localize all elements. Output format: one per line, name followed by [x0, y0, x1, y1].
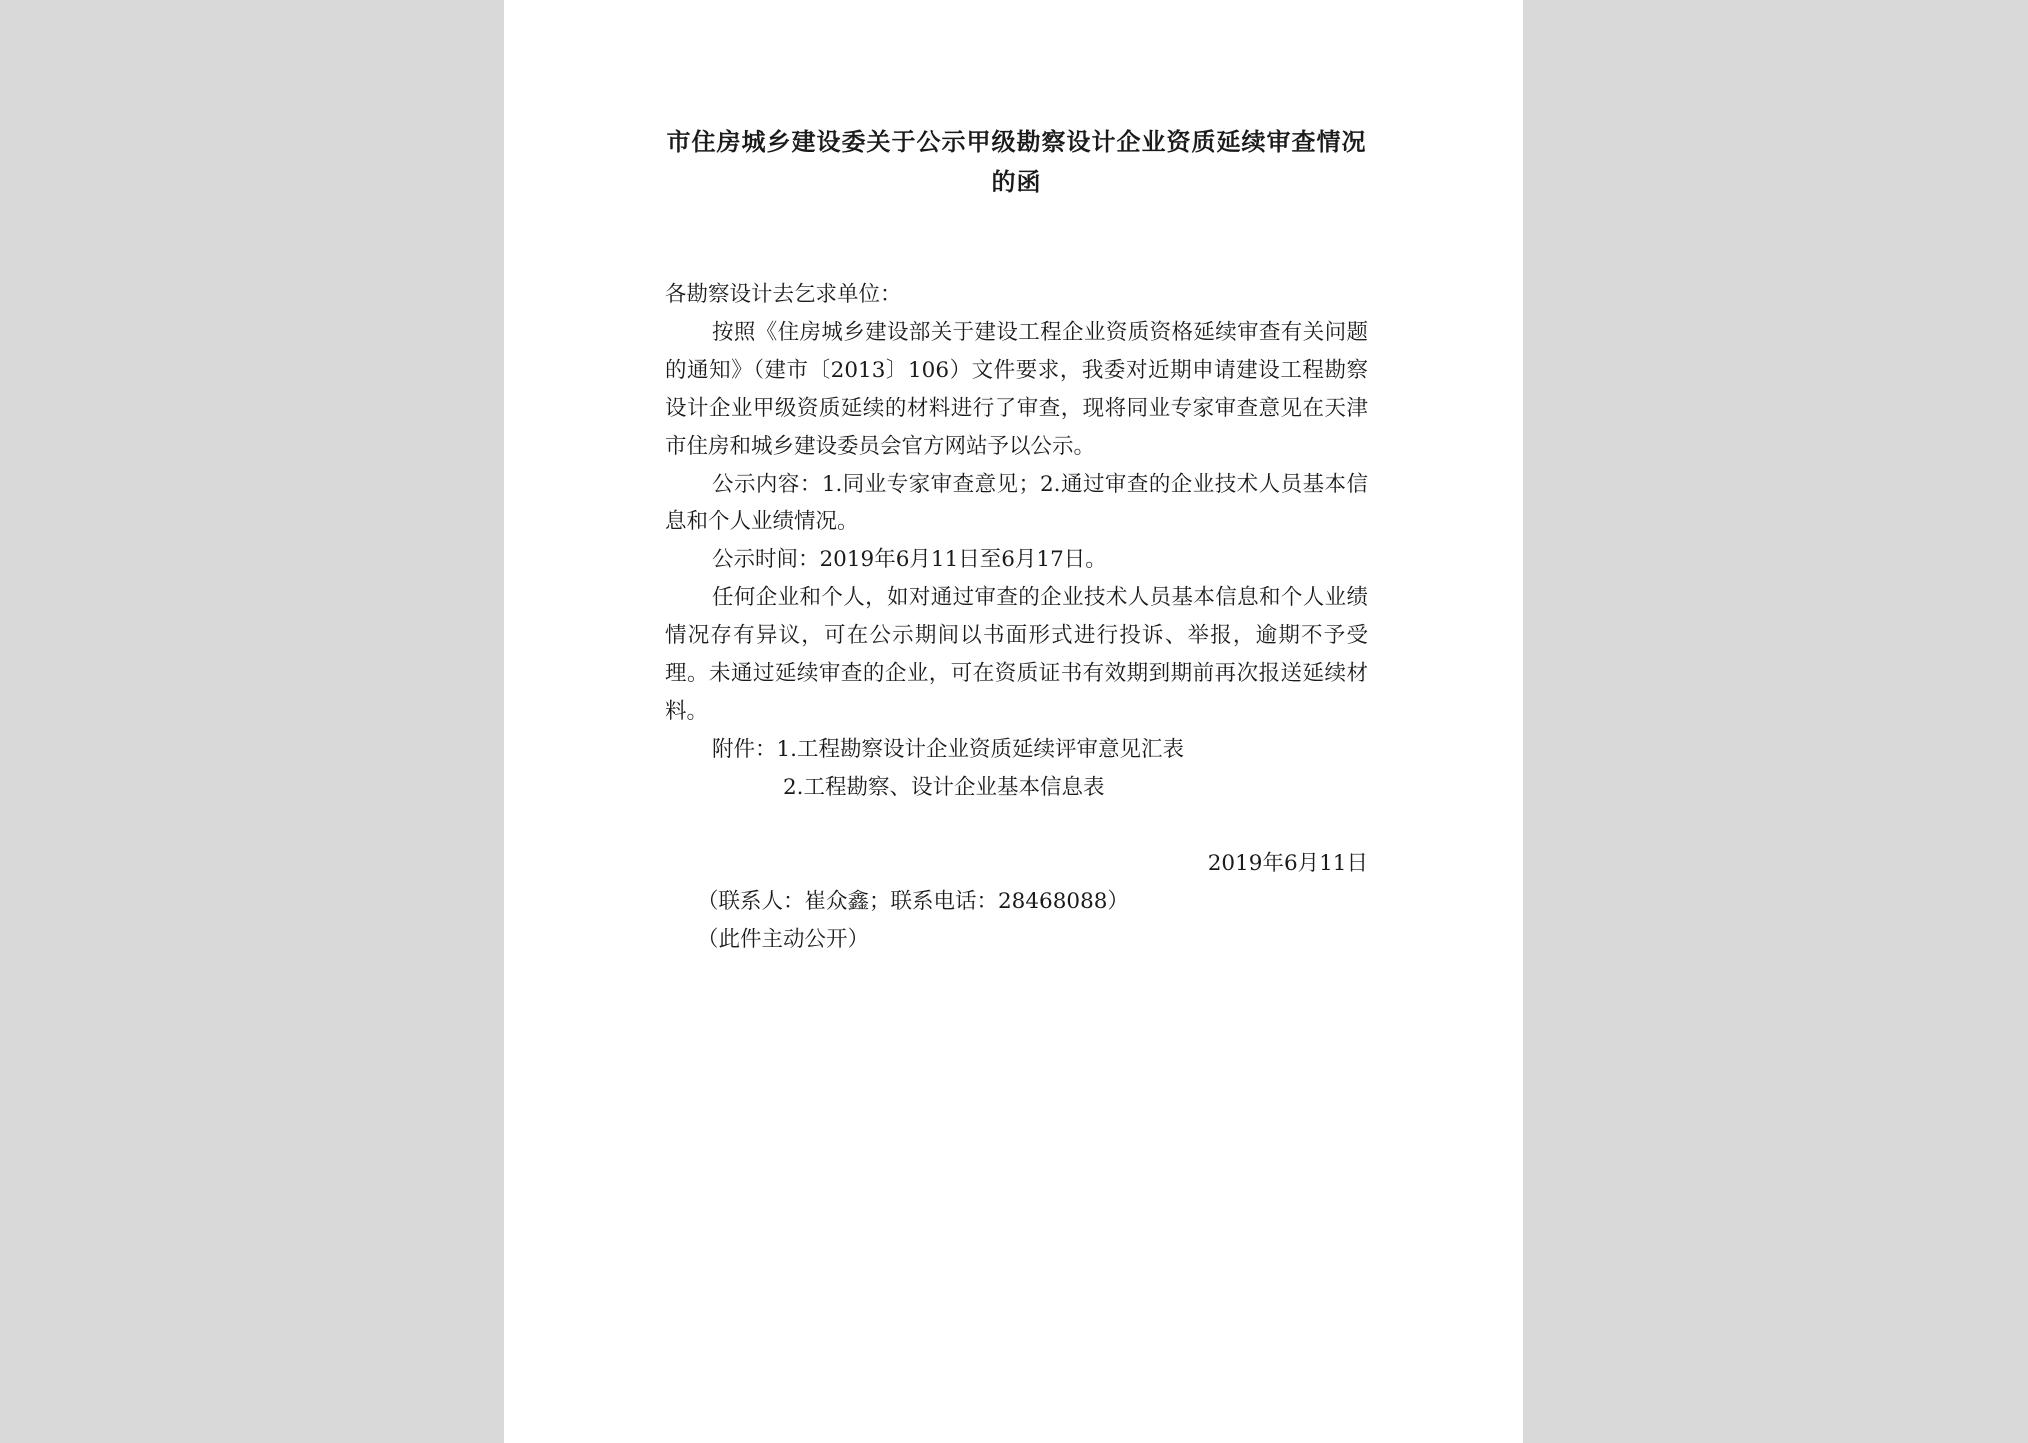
document-title: 市住房城乡建设委关于公示甲级勘察设计企业资质延续审查情况的函 — [666, 128, 1367, 196]
salutation: 各勘察设计去乞求单位： — [665, 282, 902, 307]
document-body — [665, 276, 1368, 958]
disclosure-note: （此件主动公开） — [697, 926, 870, 952]
paragraph-basis: 按照《住房城乡建设部关于建设工程企业资质资格延续审查有关问题的通知》（建市〔2013〕106）文件要求，我委对近期申请建设工程勘察设计企业甲级资质延续的材料进行了审查，现将同业专家审查意见在天津市住房和城乡建设委员会官方网站予以公示。 — [665, 319, 1368, 459]
attachment-line-1: 附件：1.工程勘察设计企业资质延续评审意见汇表 — [712, 736, 1185, 762]
attachment-line-2: 2.工程勘察、设计企业基本信息表 — [783, 774, 1105, 800]
paragraph-period: 公示时间：2019年6月11日至6月17日。 — [712, 547, 1107, 573]
contact-info: （联系人：崔众鑫；联系电话：28468088） — [697, 888, 1129, 914]
paragraph-objection: 任何企业和个人，如对通过审查的企业技术人员基本信息和个人业绩情况存有异议，可在公示期间以书面形式进行投诉、举报，逾期不予受理。未通过延续审查的企业，可在资质证书有效期到期前再次报送延续材料。 — [665, 585, 1368, 724]
document-date: 2019年6月11日 — [1207, 850, 1368, 876]
document-page — [504, 0, 1523, 1443]
paragraph-content: 公示内容：1.同业专家审查意见；2.通过审查的企业技术人员基本信息和个人业绩情况。 — [665, 471, 1368, 535]
